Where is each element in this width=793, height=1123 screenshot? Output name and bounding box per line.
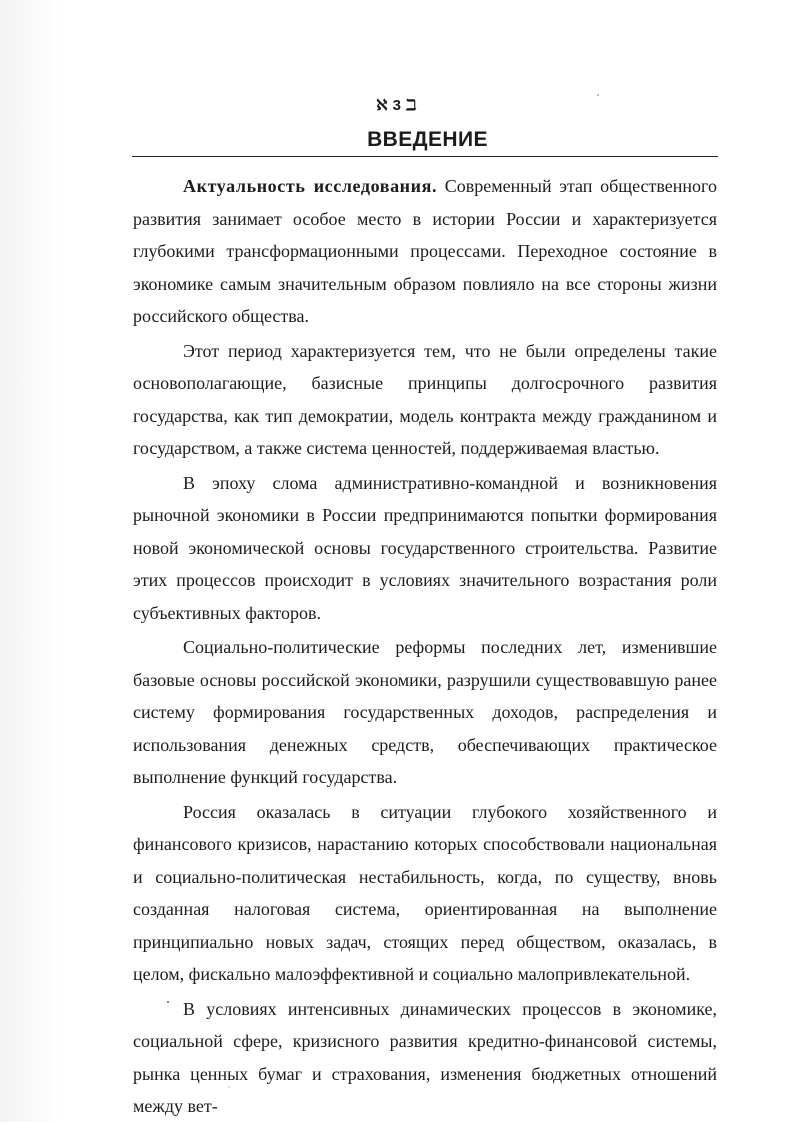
lead-in-bold: Актуальность исследования. (183, 176, 438, 196)
body-text (133, 170, 717, 1123)
paragraph-5: Россия оказалась в ситуации глубокого хозяйственного и финансового кризисов, нарастанию которых способствовали национальная и социально-политическая нестабильность, когда, по существу, вновь созданная налоговая система, ориентированная на выполнение принципиально новых задач, стоящих перед обществом, оказалась, в целом, фискально малоэффективной и социально малопривлекательной. (133, 801, 717, 984)
scan-edge-shadow (0, 0, 62, 1122)
paragraph-3: В эпоху слома административно-командной и возникновения рыночной экономики в России предпринимаются попытки формирования новой экономической основы государственного строительства. Развитие этих процессов происходит в условиях значительного возрастания роли субъективных факторов. (133, 472, 717, 623)
paragraph-4: Социально-политические реформы последних лет, изменившие базовые основы российской экономики, разрушили существовавшую ранее систему формирования государственных доходов, распределения и использования денежных средств, обеспечивающих практическое выполнение функций государства. (133, 637, 717, 787)
paragraph-2: Этот период характеризуется тем, что не были определены такие основополагающие, базисные принципы долгосрочного развития государства, как тип демократии, модель контракта между гражданином и государством, а также система ценностей, поддерживаемая властью. (133, 340, 717, 458)
paragraph-6: В условиях интенсивных динамических процессов в экономике, социальной сфере, кризисного развития кредитно-финансовой системы, рынка ценных бумаг и страхования, изменения бюджетных отношений между вет- (133, 998, 717, 1116)
page-title: ВВЕДЕНИЕ (367, 128, 488, 151)
paragraph-1 (133, 170, 717, 333)
paragraph-1-text: Современный этап общественного развития занимает особое место в истории России и характеризуется глубокими трансформационными процессами. Переходное состояние в экономике самым значительным образом повлияло на все стороны жизни российского общества. (133, 176, 717, 326)
page-number: ℵ 3 ℶ (376, 97, 417, 114)
title-underline (132, 156, 718, 157)
